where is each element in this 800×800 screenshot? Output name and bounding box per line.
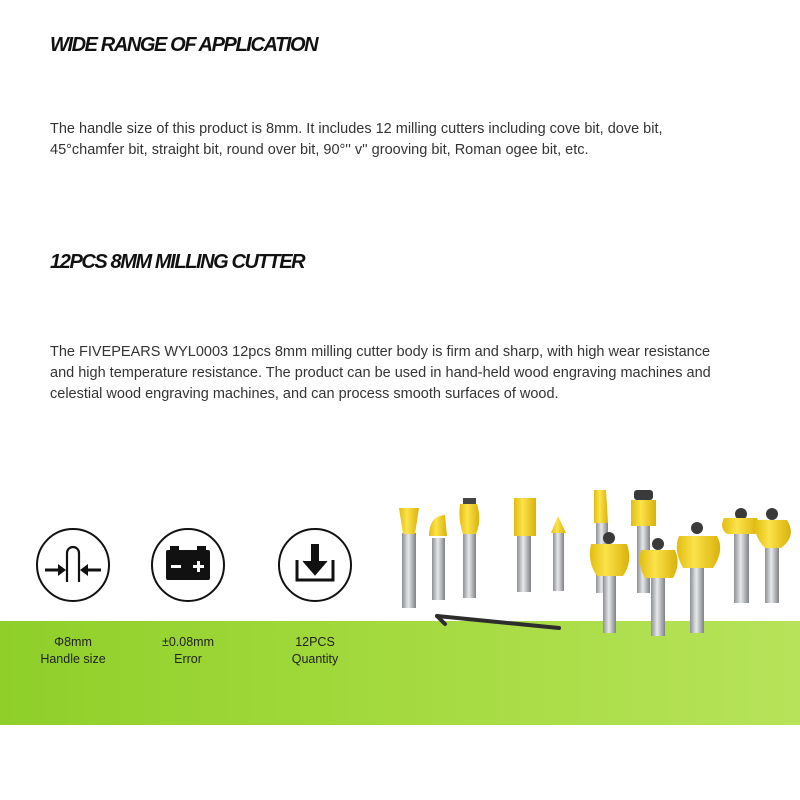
router-bits-photo (385, 478, 800, 638)
feature-value: Φ8mm (54, 635, 92, 649)
router-bit (590, 532, 629, 633)
feature-handle-size (13, 528, 133, 668)
router-bit (514, 498, 536, 592)
battery-tolerance-icon (151, 528, 225, 602)
feature-label: Error (174, 652, 202, 666)
section-title-application: WIDE RANGE OF APPLICATION (50, 34, 318, 56)
section-body-application: The handle size of this product is 8mm. It includes 12 milling cutters including cove bit, dove bit, 45°chamfer bit, straight bit, round over bit, 90°'' v'' grooving bit, Roman ogee bit, etc. (50, 121, 663, 158)
handle-diameter-icon (36, 528, 110, 602)
feature-quantity (255, 528, 375, 668)
router-bit (677, 522, 720, 633)
feature-value: 12PCS (295, 635, 335, 649)
feature-label: Handle size (40, 652, 106, 666)
router-bit (399, 508, 419, 608)
router-bit (722, 508, 759, 603)
router-bit (429, 515, 447, 600)
hex-key (437, 616, 559, 628)
feature-value: ±0.08mm (161, 635, 214, 649)
feature-label: Quantity (291, 652, 339, 666)
router-bit (459, 498, 479, 598)
feature-error (128, 528, 248, 668)
section-title-milling-cutter: 12PCS 8MM MILLING CUTTER (50, 251, 305, 273)
router-bit (755, 508, 791, 603)
router-bit (551, 516, 566, 591)
download-tray-icon (278, 528, 352, 602)
section-body-milling-cutter: The FIVEPEARS WYL0003 12pcs 8mm milling cutter body is firm and sharp, with high wear resistance and high temperature resistance. The product can be used in hand-held wood engraving machines and celestial wood engraving machines, and can process smooth surfaces of wood. (50, 344, 711, 402)
